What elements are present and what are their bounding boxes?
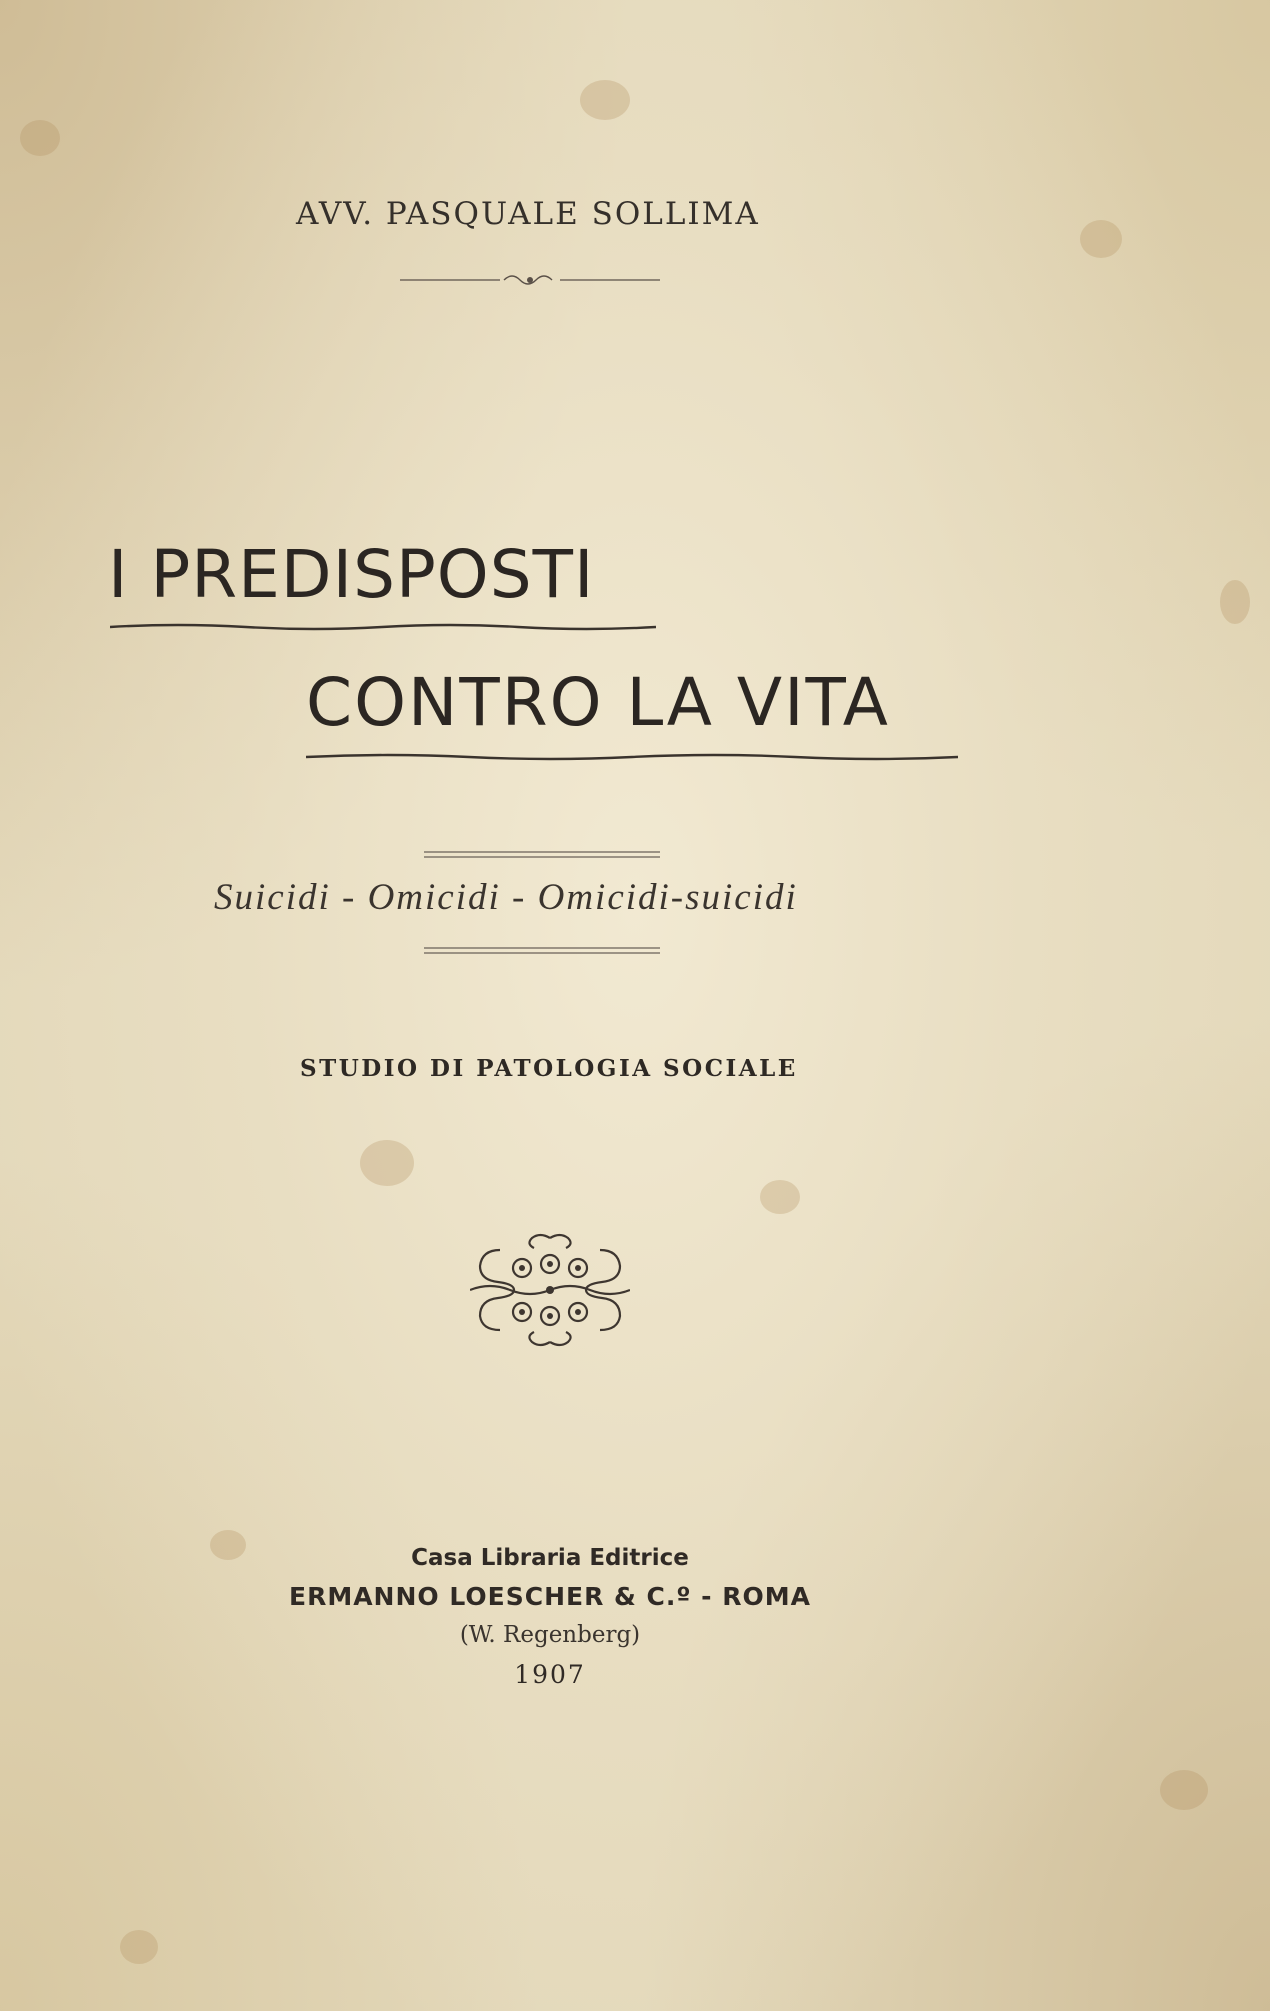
subject-line: STUDIO DI PATOLOGIA SOCIALE [300,1055,798,1082]
publisher-line-2: ERMANNO LOESCHER & C.º - ROMA [289,1582,811,1611]
publication-year: 1907 [514,1660,586,1689]
title-line-1: I PREDISPOSTI [108,536,595,613]
central-ornament [470,1230,630,1350]
stain-mark [760,1180,800,1214]
title-underline-1 [110,620,656,634]
author-name: AVV. PASQUALE SOLLIMA [296,196,760,232]
stain-mark [580,80,630,120]
publisher-line-1: Casa Libraria Editrice [411,1545,689,1571]
double-rule-top [424,850,660,860]
double-rule-bottom [424,946,660,956]
stain-mark [120,1930,158,1964]
title-underline-2 [306,750,958,764]
ornamental-rule [400,270,660,290]
publisher-line-3: (W. Regenberg) [459,1622,641,1648]
stain-mark [1160,1770,1208,1810]
stain-mark [1220,580,1250,624]
stain-mark [1080,220,1122,258]
stain-mark [360,1140,414,1186]
subtitle: Suicidi - Omicidi - Omicidi-suicidi [214,877,798,918]
stain-mark [20,120,60,156]
title-line-2: CONTRO LA VITA [306,664,890,741]
